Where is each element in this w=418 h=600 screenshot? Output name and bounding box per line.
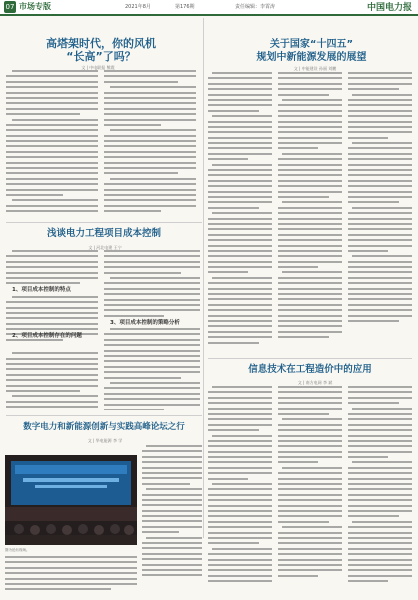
- article-1-col-2: [104, 70, 196, 217]
- article-5-col-1: [208, 386, 272, 591]
- article-4-col-1: [142, 445, 202, 585]
- article-2-title-line1: 关于国家“十四五”: [269, 39, 354, 50]
- section-divider: [6, 222, 202, 223]
- article-5-col-3: [348, 386, 412, 591]
- article-3-col-2: [104, 250, 200, 410]
- header-issue: 第176期: [175, 4, 195, 10]
- section-divider: [6, 415, 202, 416]
- article-1-byline: 文 | 中电联报 熊霞: [81, 65, 115, 70]
- article-5-byline: 文 | 南方电网 李 斌: [297, 380, 333, 385]
- article-3-subhead-1: 1、项目成本控制的特点: [12, 287, 71, 293]
- article-3-subhead-3: 3、项目成本控制的策略分析: [110, 320, 180, 326]
- forum-photo: [5, 455, 137, 545]
- column-divider: [203, 18, 204, 538]
- article-2-col-1: [208, 72, 272, 352]
- article-2-headline: [210, 38, 413, 64]
- article-5-headline: 信息技术在工程造价中的应用: [248, 364, 372, 375]
- section-title: 市场专版: [19, 2, 51, 11]
- article-3-headline: 浅谈电力工程项目成本控制: [46, 228, 161, 239]
- header-date: 2021年8月: [125, 4, 151, 10]
- section-divider: [208, 358, 412, 359]
- article-3-subhead-2: 2、项目成本控制存在的问题: [12, 333, 82, 339]
- article-2-col-2: [278, 72, 342, 352]
- article-1-title-line2: “长高”了吗？: [66, 50, 136, 63]
- article-2-byline: 文 | 中能建设 孙丽 刘鹏: [293, 66, 337, 71]
- newspaper-logo: 中国电力报: [366, 3, 412, 13]
- article-1-headline: [8, 37, 194, 63]
- article-5-col-2: [278, 386, 342, 591]
- article-1-title-line1: 高塔架时代，你的风机: [46, 37, 156, 50]
- page-number-badge: 07: [5, 3, 15, 11]
- article-3-col-1: [6, 250, 98, 410]
- article-4-headline: 数字电力和新能源创新与实践高峰论坛之行: [23, 422, 185, 432]
- article-2-title-line2: 规划中新能源发展的展望: [256, 52, 367, 63]
- article-1-col-1: [6, 70, 98, 217]
- header-editor: 责任编辑：李霄涛: [235, 4, 276, 10]
- article-4-col-2: [5, 556, 137, 592]
- photo-caption: 图为论坛现场。: [5, 548, 30, 552]
- article-4-byline: 文 | 华电能源 李 学: [87, 438, 123, 443]
- page-header: [0, 0, 418, 16]
- article-3-byline: 文 | 河北电建 王宁: [88, 245, 122, 250]
- article-2-col-3: [348, 72, 412, 352]
- forum-stage-image: [5, 455, 137, 545]
